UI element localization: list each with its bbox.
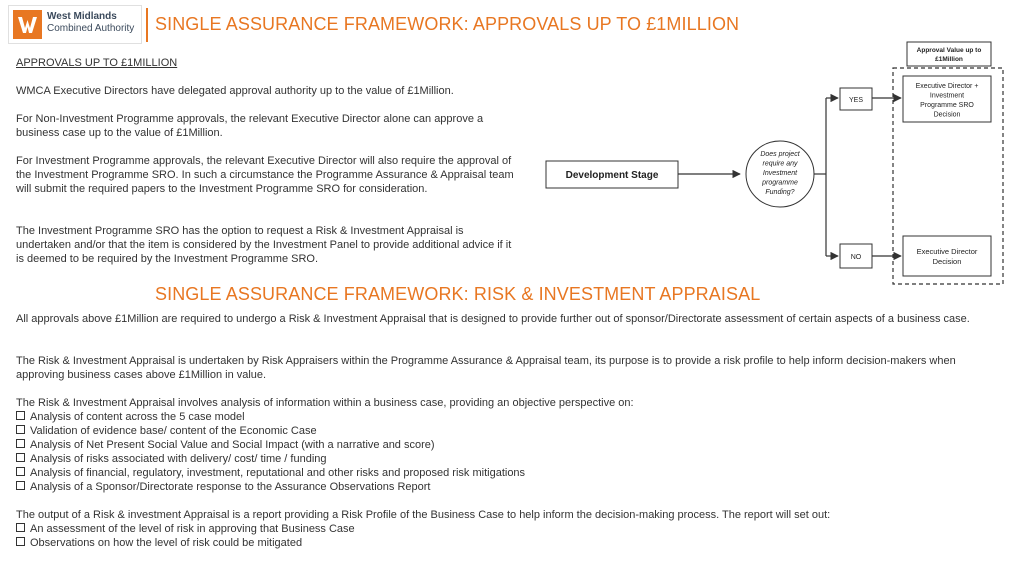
checklist-item-text: Analysis of content across the 5 case model (30, 411, 245, 423)
page-title: SINGLE ASSURANCE FRAMEWORK: APPROVALS UP TO £1MILLION (155, 14, 740, 34)
checkbox-bullet-icon (16, 481, 25, 490)
yes-outcome-line: Investment (929, 92, 965, 100)
analysis-checklist (16, 410, 525, 494)
legend-title-line-2: £1Million (935, 56, 963, 63)
approvals-paragraph-2: For Non-Investment Programme approvals, the relevant Executive Director alone can approve a business case up to the value of £1Million. (16, 113, 484, 139)
no-outcome-line: Decision (932, 257, 962, 266)
checklist-item-text: Observations on how the level of risk could be mitigated (30, 537, 303, 549)
checklist-item (16, 452, 525, 466)
checklist-item-text: Analysis of financial, regulatory, investment, reputational and other risks and proposed risk mitigations (30, 467, 526, 479)
checklist-item (16, 480, 525, 494)
logo-line-2: Combined Authority (47, 23, 135, 34)
approvals-paragraph-4: The Investment Programme SRO has the option to request a Risk & Investment Appraisal is undertaken and/or that the item is considered by the Investment Panel to provide additional advice if it is deemed to be required by the Investment Programme SRO. (16, 225, 512, 265)
checklist-item-text: Analysis of risks associated with delivery/ cost/ time / funding (30, 453, 327, 465)
no-outcome-line: Executive Director (916, 247, 978, 256)
checklist-item (16, 438, 525, 452)
no-outcome-box (903, 236, 991, 276)
wmca-logo (8, 5, 142, 44)
checkbox-bullet-icon (16, 523, 25, 532)
risk-paragraph-4: The output of a Risk & investment Appraisal is a report providing a Risk Profile of the Business Case to help inform the decision-making process. The report will set out: (16, 509, 831, 521)
development-stage-label: Development Stage (565, 170, 659, 181)
no-label: NO (850, 254, 862, 261)
checklist-item-text: An assessment of the level of risk in approving that Business Case (30, 523, 355, 535)
checklist-item-text: Analysis of a Sponsor/Directorate response to the Assurance Observations Report (30, 481, 431, 493)
checkbox-bullet-icon (16, 425, 25, 434)
approvals-paragraph-1: WMCA Executive Directors have delegated approval authority up to the value of £1Million. (16, 85, 454, 97)
checkbox-bullet-icon (16, 453, 25, 462)
checklist-item (16, 410, 525, 424)
risk-appraisal-title: SINGLE ASSURANCE FRAMEWORK: RISK & INVESTMENT APPRAISAL (155, 284, 761, 304)
approvals-paragraph-3: For Investment Programme approvals, the relevant Executive Director will also require the approval of the Investment Programme SRO. In such a circumstance the Programme Assurance & Appraisal team will submit the required papers to the Investment Programme SRO for consideration. (16, 155, 514, 195)
yes-label: YES (848, 97, 864, 104)
decision-question-line: Funding? (765, 189, 795, 196)
checklist-item (16, 522, 355, 536)
checkbox-bullet-icon (16, 411, 25, 420)
yes-outcome-line: Decision (933, 111, 961, 119)
output-checklist (16, 522, 355, 550)
decision-question-line: Investment (762, 170, 798, 177)
risk-paragraph-1: All approvals above £1Million are required to undergo a Risk & Investment Appraisal that is designed to provide further out of sponsor/Directorate assessment of certain aspects of a business case. (16, 313, 970, 325)
yes-outcome-line: Executive Director + (915, 83, 979, 90)
decision-question-line: Does project (760, 151, 800, 158)
title-divider (146, 8, 148, 42)
checklist-item (16, 424, 525, 438)
yes-outcome-line: Programme SRO (920, 102, 974, 109)
approvals-subheading: APPROVALS UP TO £1MILLION (16, 57, 178, 69)
approval-flowchart (540, 38, 1020, 290)
decision-question-line: require any (762, 160, 798, 168)
checkbox-bullet-icon (16, 537, 25, 546)
checklist-item-text: Analysis of Net Present Social Value and Social Impact (with a narrative and score) (30, 439, 435, 451)
logo-line-1: West Midlands (47, 11, 117, 22)
checklist-item-text: Validation of evidence base/ content of the Economic Case (30, 425, 317, 437)
checkbox-bullet-icon (16, 439, 25, 448)
risk-paragraph-3: The Risk & Investment Appraisal involves analysis of information within a business case, providing an objective perspective on: (16, 397, 634, 409)
legend-title-line-1: Approval Value up to (916, 47, 982, 54)
checkbox-bullet-icon (16, 467, 25, 476)
wmca-logo-icon (13, 10, 42, 39)
checklist-item (16, 466, 525, 480)
checklist-item (16, 536, 355, 550)
decision-question-line: programme (762, 179, 798, 187)
risk-paragraph-2: The Risk & Investment Appraisal is undertaken by Risk Appraisers within the Programme Assurance & Appraisal team, its purpose is to provide a risk profile to help inform decision-makers when approving business cases above £1Million in value. (16, 355, 956, 381)
